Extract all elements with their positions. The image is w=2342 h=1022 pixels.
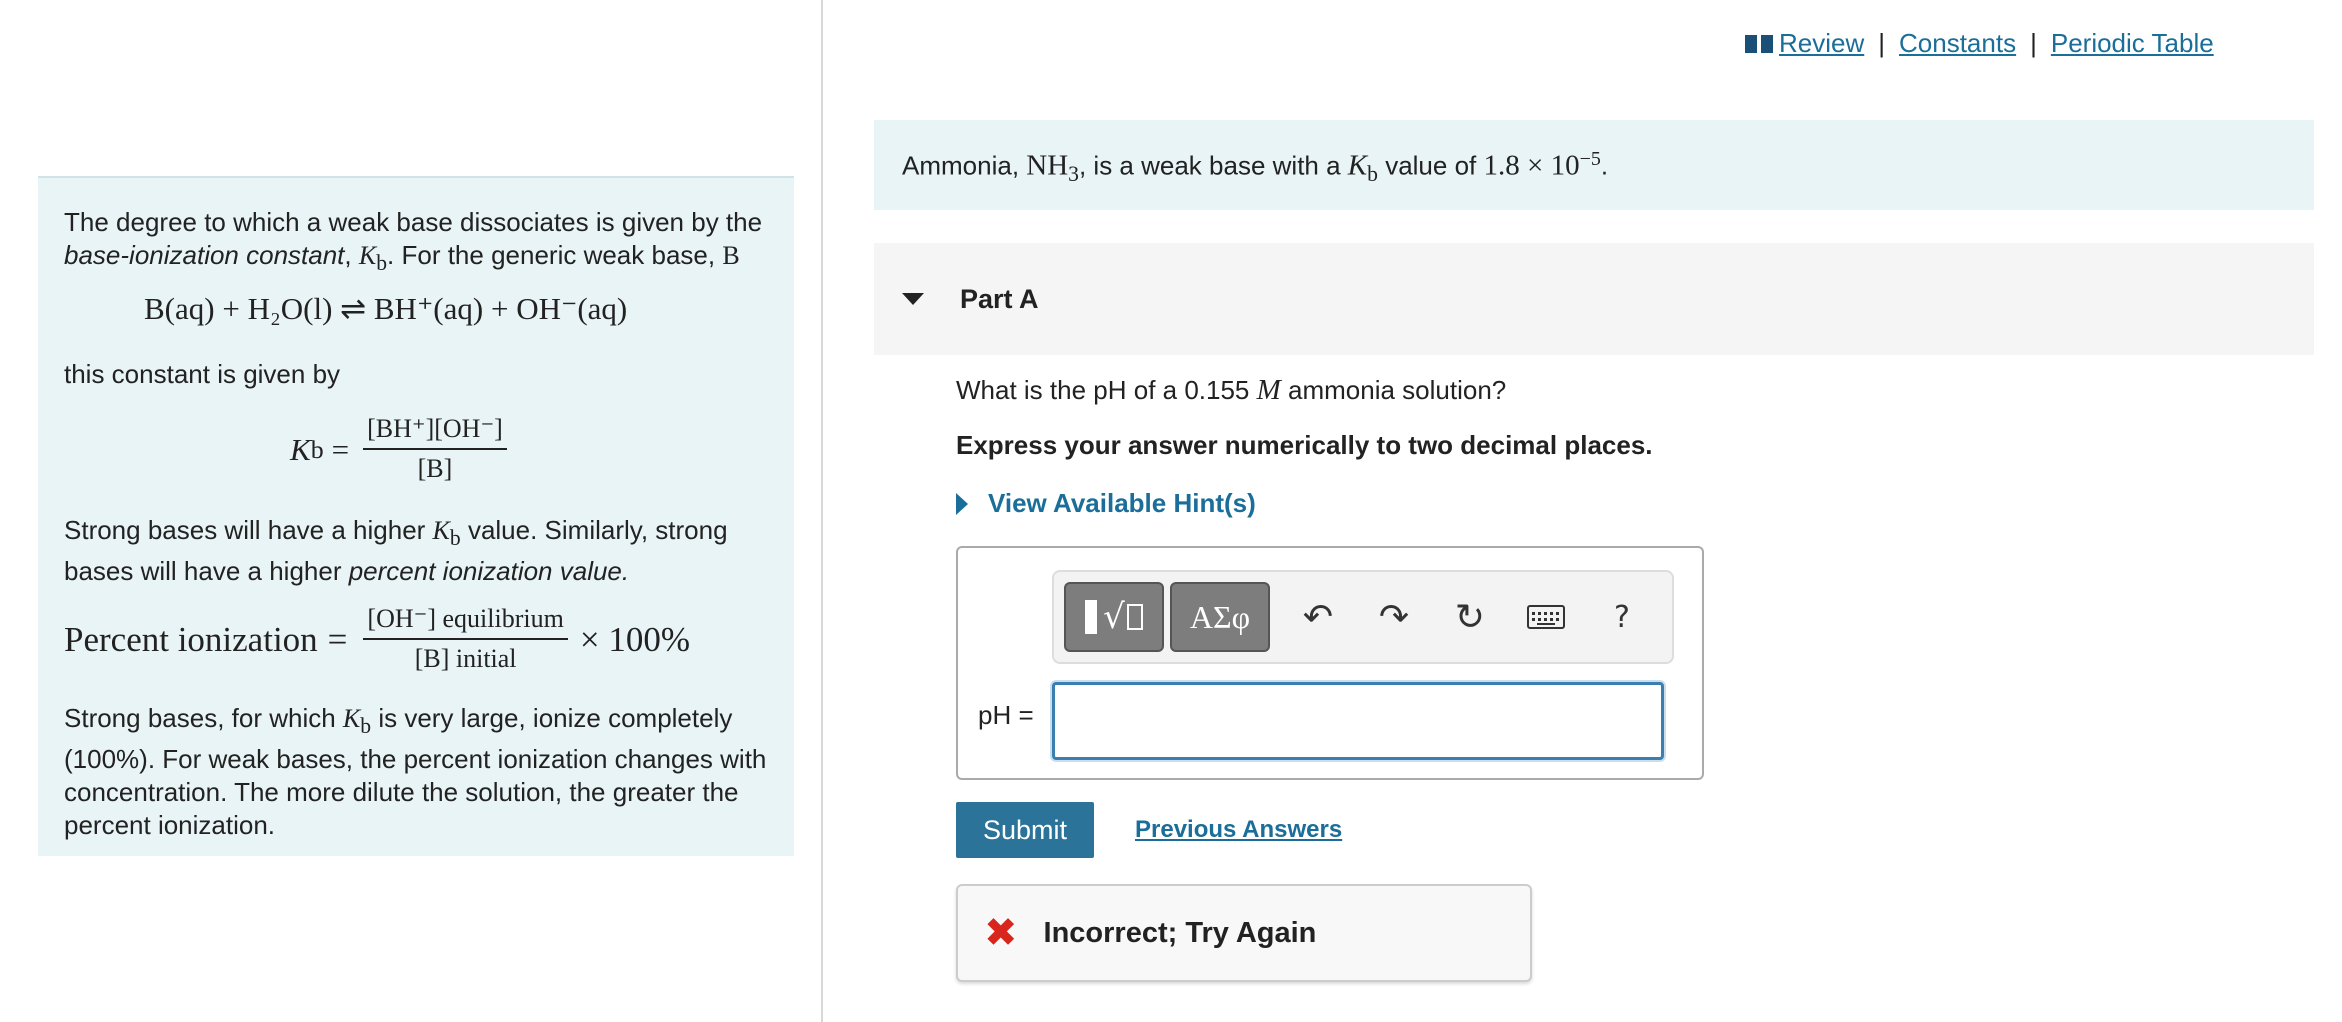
strong1-italic: percent ionization value.: [348, 556, 630, 587]
previous-answers-link[interactable]: Previous Answers: [1135, 816, 1343, 843]
strong2-kb-sub: b: [360, 714, 372, 739]
kb-value: 1.8 × 10: [1483, 149, 1580, 182]
intro-italic: base-ionization constant: [64, 240, 345, 270]
equals-sign: =: [331, 431, 350, 467]
template-block-icon: [1085, 600, 1097, 634]
pi-times: × 100%: [579, 619, 690, 659]
strong-bases-text: [64, 514, 784, 588]
strong2-a: Strong bases, for which: [64, 703, 343, 733]
pi-denominator: [B] initial: [414, 644, 517, 673]
part-a-header[interactable]: [874, 243, 2314, 355]
statement-period: .: [1600, 150, 1609, 181]
statement-a: Ammonia,: [902, 150, 1027, 181]
kb-denominator: [B]: [417, 454, 453, 483]
collapse-triangle-icon[interactable]: [902, 293, 924, 305]
reset-icon[interactable]: ↻: [1454, 596, 1486, 638]
intro-text: The degree to which a weak base dissociates is given by the: [64, 207, 763, 237]
kb-fraction: [363, 414, 507, 484]
feedback-box: [956, 884, 1532, 982]
incorrect-x-icon: ✖: [984, 910, 1018, 956]
strong-bases-ionize-text: [64, 702, 784, 842]
ph-answer-input[interactable]: [1052, 682, 1664, 760]
strong1-a: Strong bases will have a higher: [64, 515, 433, 545]
kb-exponent: −5: [1579, 148, 1601, 170]
link-separator: |: [2030, 28, 2037, 58]
kb-lhs-sub: b: [310, 434, 324, 464]
statement-kb-sub: b: [1367, 161, 1378, 186]
strong1-kb: K: [432, 516, 450, 545]
strong1-kb-sub: b: [449, 526, 461, 551]
nh3-formula: NH: [1026, 149, 1069, 182]
statement-kb: K: [1347, 149, 1368, 182]
review-link[interactable]: Review: [1779, 28, 1865, 58]
given-text: this constant is given by: [64, 359, 341, 389]
molarity-symbol: M: [1256, 374, 1281, 406]
help-button[interactable]: ?: [1614, 599, 1630, 635]
expand-triangle-icon: [956, 493, 968, 515]
statement-c: value of: [1377, 150, 1484, 181]
strong1-b: value. Similarly, strong bases will have a higher: [64, 515, 728, 587]
pi-numerator: [OH⁻] equilibrium: [363, 604, 567, 640]
top-links: [1745, 28, 2214, 59]
view-hints-toggle[interactable]: [956, 488, 1256, 519]
question-text: [956, 374, 1506, 407]
pi-equals: =: [327, 619, 348, 659]
question-b: ammonia solution?: [1280, 375, 1507, 405]
dissociation-equation: B(aq) + H₂O(l) ⇌ BH⁺(aq) + OH⁻(aq): [144, 291, 628, 326]
templates-button[interactable]: [1064, 582, 1164, 652]
greek-symbols-button[interactable]: ΑΣφ: [1170, 582, 1270, 652]
kb-subscript: b: [376, 251, 388, 276]
periodic-table-link[interactable]: Periodic Table: [2050, 28, 2214, 58]
pi-lhs: Percent ionization: [64, 619, 318, 659]
question-a: What is the pH of a 0.155: [956, 375, 1257, 405]
submit-button[interactable]: Submit: [956, 802, 1094, 858]
instructions: Express your answer numerically to two decimal places.: [956, 430, 1653, 460]
kb-symbol: K: [358, 241, 377, 270]
feedback-text: Incorrect; Try Again: [1043, 916, 1317, 949]
part-title: Part A: [960, 283, 1039, 314]
template-box-icon: [1127, 604, 1143, 630]
percent-ionization-equation: [64, 604, 690, 674]
problem-statement: [874, 120, 2314, 210]
link-separator: |: [1878, 28, 1886, 58]
keyboard-icon: [1527, 605, 1565, 629]
nh3-subscript: 3: [1068, 161, 1079, 186]
book-icon: [1745, 33, 1773, 55]
kb-lhs: K: [290, 431, 311, 467]
redo-icon[interactable]: ↷: [1378, 596, 1410, 638]
math-toolbar: [1052, 570, 1674, 664]
kb-equation: [290, 414, 513, 484]
kb-numerator: [BH⁺][OH⁻]: [363, 414, 507, 450]
strong2-kb: K: [342, 704, 361, 733]
answer-box: [956, 546, 1704, 780]
keyboard-button[interactable]: [1508, 582, 1584, 652]
ph-label: pH =: [978, 700, 1034, 730]
pi-fraction: [363, 604, 567, 674]
info-panel: [38, 176, 794, 856]
undo-icon[interactable]: ↶: [1302, 596, 1334, 638]
info-intro: The degree to which a weak base dissociates is given by the base-ionization constant, $K_b$. For the generic weak base, B: [64, 207, 763, 276]
base-symbol: B: [722, 241, 740, 270]
hint-label: View Available Hint(s): [988, 488, 1256, 518]
intro-rest: . For the generic weak base,: [387, 240, 723, 270]
radical-icon: √: [1103, 597, 1125, 637]
panel-divider: [821, 0, 823, 1022]
strong2-b: is very large, ionize completely (100%). For weak bases, the percent ionization changes with concentration. The more dilute the solution, the greater the percent ionization.: [64, 703, 767, 841]
constants-link[interactable]: Constants: [1899, 28, 2017, 58]
statement-b: , is a weak base with a: [1078, 150, 1348, 181]
